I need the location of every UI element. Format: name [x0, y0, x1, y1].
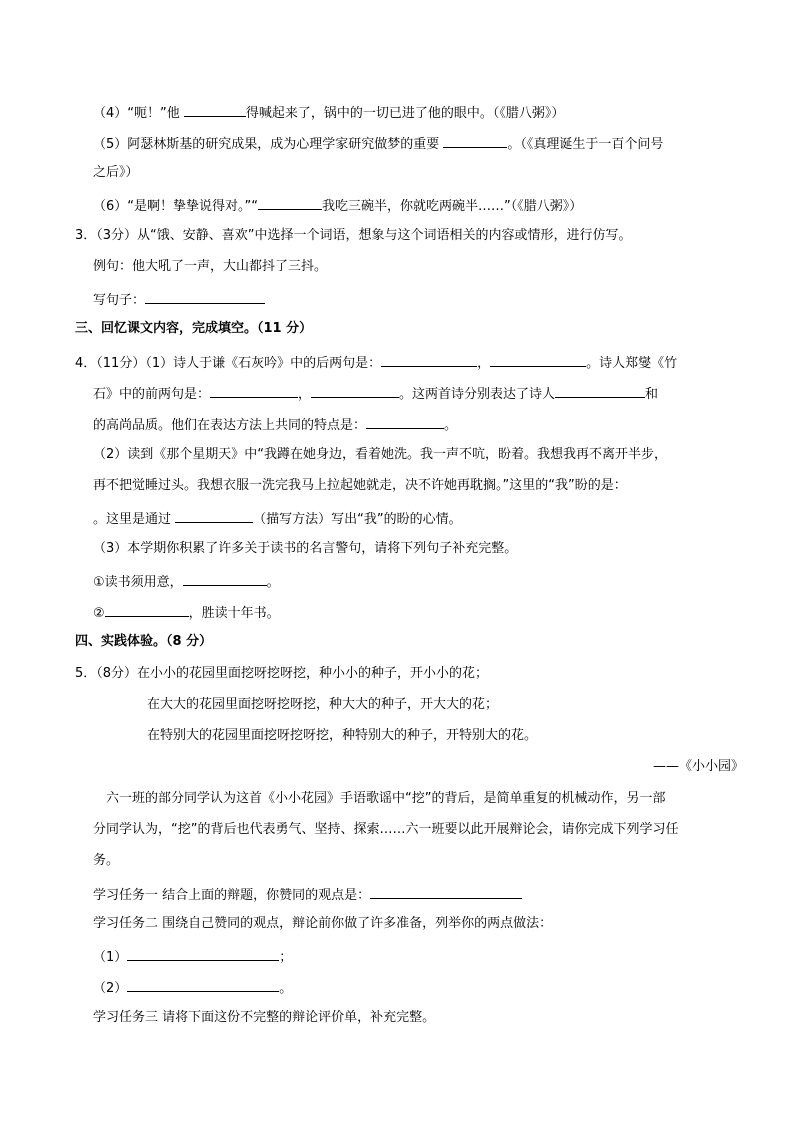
answer-blank[interactable]: [370, 884, 522, 899]
section-3-title: 三、回忆课文内容，完成填空。（11 分）: [75, 321, 313, 336]
answer-blank[interactable]: [381, 352, 477, 367]
q5-song-source: ——《小小园》: [652, 759, 744, 774]
q3-prompt: 3．（3分）从“饿、安静、喜欢”中选择一个词语，想象与这个词语相关的内容或情形，进行仿写。: [75, 228, 632, 243]
answer-blank[interactable]: [490, 352, 586, 367]
answer-blank[interactable]: [311, 383, 399, 398]
q5-para-line-2: 分同学认为，“挖”的背后也代表勇气、坚持、探索……六一班要以此开展辩论会，请你完成下列学习任: [93, 822, 679, 837]
answer-blank[interactable]: [258, 195, 322, 210]
answer-blank[interactable]: [127, 946, 279, 961]
section-4-title: 四、实践体验。（8 分）: [75, 634, 213, 649]
answer-blank[interactable]: [105, 602, 189, 617]
answer-blank[interactable]: [366, 414, 444, 429]
answer-blank[interactable]: [127, 977, 279, 992]
q4-maxim-2: ② ，胜读十年书。: [93, 602, 280, 623]
q4-part3-prompt: （3）本学期你积累了许多关于读书的名言警句，请将下列句子补充完整。: [93, 541, 518, 556]
q3-example: 例句：他大吼了一声，大山都抖了三抖。: [93, 259, 328, 274]
answer-blank[interactable]: [183, 571, 267, 586]
answer-blank[interactable]: [145, 289, 265, 304]
q4-line-3: 的高尚品质。他们在表达方法上共同的特点是： 。: [93, 414, 457, 435]
q5-song-line-2: 在大大的花园里面挖呀挖呀挖，种大大的种子，开大大的花；: [147, 697, 499, 712]
answer-blank[interactable]: [184, 102, 246, 117]
q4-part2-line-1: （2）读到《那个星期天》中“我蹲在她身边，看着她洗。我一声不吭，盼着。我想我再不离开半步，: [93, 447, 668, 462]
answer-blank[interactable]: [175, 508, 253, 523]
q4-part2-line-3: 。这里是通过 （描写方法）写出“我”的盼的心情。: [93, 508, 462, 529]
q2-item-5: （5）阿瑟林斯基的研究成果，成为心理学家研究做梦的重要 。（《真理诞生于一百个问号: [93, 133, 663, 154]
q2-item-6: （6）“是啊！挚挚说得对。”“ 我吃三碗半，你就吃两碗半……”（《腊八粥》）: [93, 195, 582, 216]
q5-para-line-3: 务。: [93, 853, 120, 868]
q4-line-1: 4．（11分）（1）诗人于谦《石灰吟》中的后两句是： ， 。诗人郑燮《竹: [75, 352, 677, 373]
q5-para-line-1: 六一班的部分同学认为这首《小小花园》手语歌谣中“挖”的背后，是简单重复的机械动作，另一部: [106, 791, 666, 806]
q5-task-2-item-2: （2） 。: [93, 977, 292, 998]
q4-part2-line-2: 再不把觉睡过头。我想衣服一洗完我马上拉起她就走，决不许她再耽搁。”这里的“我”盼的是：: [93, 478, 627, 493]
answer-blank[interactable]: [210, 383, 298, 398]
q2-item-4: （4）“呃！”他 得喊起来了，锅中的一切已进了他的眼中。（《腊八粥》）: [93, 102, 564, 123]
q4-line-2: 石》中的前两句是： ， 。这两首诗分别表达了诗人 和: [93, 383, 658, 404]
q5-song-line-3: 在特别大的花园里面挖呀挖呀挖，种特别大的种子，开特别大的花。: [147, 728, 538, 743]
q5-task-1: 学习任务一 结合上面的辩题，你赞同的观点是：: [93, 884, 522, 905]
q5-song-line-1: 5．（8分）在小小的花园里面挖呀挖呀挖，种小小的种子，开小小的花；: [75, 666, 489, 681]
answer-blank[interactable]: [555, 383, 645, 398]
q4-maxim-1: ①读书须用意， 。: [93, 571, 280, 592]
q5-task-3: 学习任务三 请将下面这份不完整的辩论评价单，补充完整。: [93, 1010, 436, 1025]
q2-item-5-cont: 之后》）: [93, 165, 139, 180]
answer-blank[interactable]: [443, 133, 507, 148]
q5-task-2-item-1: （1） ；: [93, 946, 292, 967]
q3-write: 写句子：: [93, 289, 265, 310]
q5-task-2: 学习任务二 围绕自己赞同的观点，辩论前你做了许多准备，列举你的两点做法：: [93, 916, 553, 931]
